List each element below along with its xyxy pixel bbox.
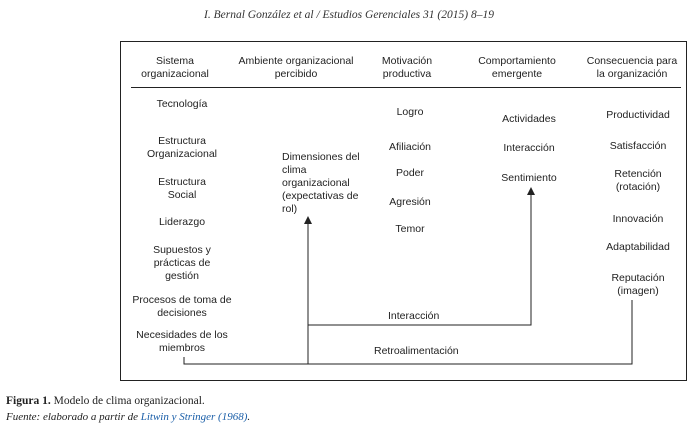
- motivacion-item-logro: Logro: [396, 106, 424, 118]
- comportamiento-item-sentimiento: Sentimiento: [501, 172, 557, 184]
- comportamiento-item-actividades: Actividades: [502, 113, 556, 125]
- interaccion-connector: [308, 191, 531, 325]
- source-suffix: .: [247, 411, 251, 423]
- column-header-consecuencia: Consecuencia para la organización: [586, 55, 678, 80]
- motivacion-item-afiliacion: Afiliación: [388, 141, 432, 153]
- motivacion-item-temor: Temor: [395, 223, 425, 235]
- sistema-item-estructura-organizacional: Estructura Organizacional: [146, 135, 218, 160]
- figure-source: [6, 411, 250, 423]
- consecuencia-item-productividad: Productividad: [606, 109, 670, 121]
- comportamiento-item-interaccion: Interacción: [503, 142, 555, 154]
- column-header-motivacion: Motivación productiva: [381, 55, 433, 80]
- motivacion-item-poder: Poder: [395, 167, 425, 179]
- source-prefix: Fuente: elaborado a partir de: [6, 411, 138, 423]
- column-header-comportamiento: Comportamiento emergente: [478, 55, 556, 80]
- consecuencia-item-retencion: Retención (rotación): [614, 168, 662, 193]
- consecuencia-item-reputacion: Reputación (imagen): [611, 272, 665, 297]
- consecuencia-item-adaptabilidad: Adaptabilidad: [606, 241, 670, 253]
- sistema-item-liderazgo: Liderazgo: [158, 216, 206, 228]
- sistema-item-necesidades: Necesidades de los miembros: [136, 329, 228, 354]
- motivacion-item-agresion: Agresión: [389, 196, 431, 208]
- source-citation-link[interactable]: Litwin y Stringer (1968): [140, 411, 248, 423]
- flow-label-retroalimentacion: Retroalimentación: [374, 345, 459, 357]
- consecuencia-item-satisfaccion: Satisfacción: [609, 140, 667, 152]
- column-header-ambiente: Ambiente organizacional percibido: [238, 55, 354, 80]
- running-header: I. Bernal González et al / Estudios Gerenciales 31 (2015) 8–19: [204, 9, 494, 21]
- sistema-item-estructura-social: Estructura Social: [158, 176, 206, 201]
- figure-label: Figura 1.: [6, 395, 51, 407]
- figure-caption: [6, 395, 205, 407]
- sistema-item-supuestos: Supuestos y prácticas de gestión: [153, 244, 211, 282]
- sistema-item-procesos: Procesos de toma de decisiones: [132, 294, 232, 319]
- flow-label-interaccion: Interacción: [388, 310, 440, 322]
- column-header-sistema: Sistema organizacional: [141, 55, 209, 80]
- figure-title: Modelo de clima organizacional.: [53, 395, 205, 407]
- consecuencia-item-innovacion: Innovación: [612, 213, 664, 225]
- ambiente-dimensiones-clima: Dimensiones del clima organizacional (expectativas de rol): [282, 151, 360, 215]
- sistema-item-tecnologia: Tecnología: [156, 98, 208, 110]
